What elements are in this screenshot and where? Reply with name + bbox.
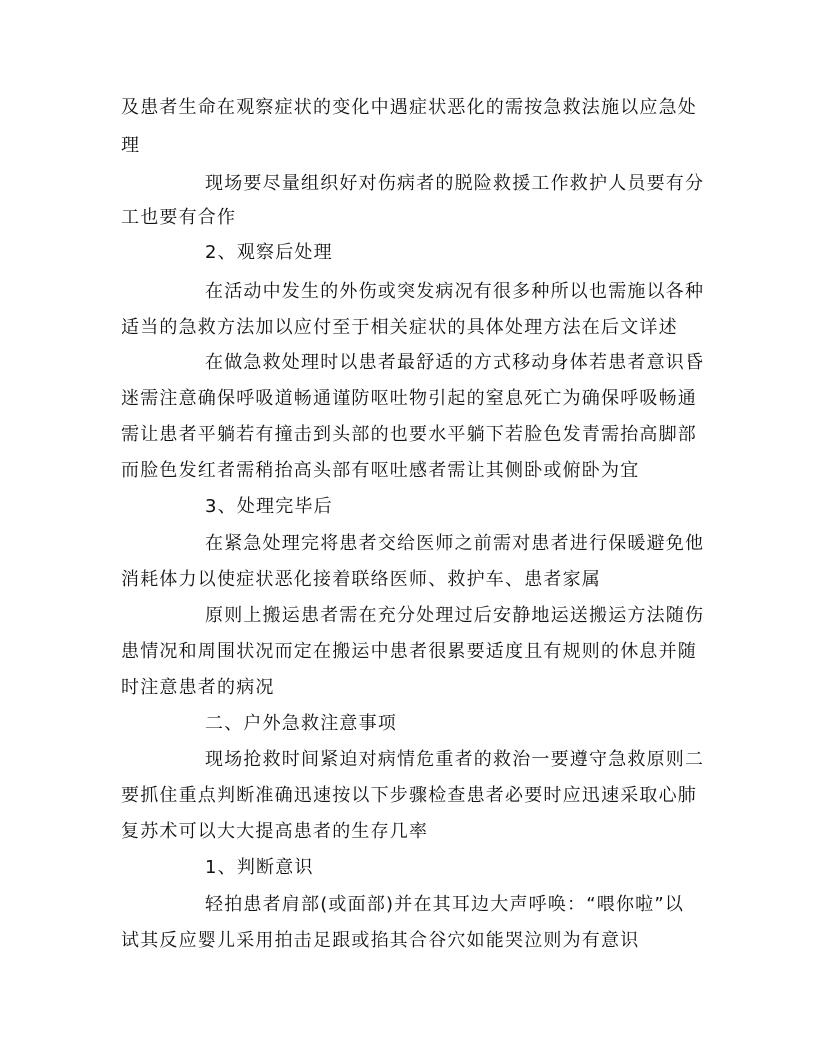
text-line: 迷需注意确保呼吸道畅通谨防呕吐物引起的窒息死亡为确保呼吸畅通 [121, 388, 697, 409]
paragraph-line: 现场抢救时间紧迫对病情危重者的救治一要遵守急救原则二 [205, 749, 705, 770]
text-line: 患情况和周围状况而定在搬运中患者很累要适度且有规则的休息并随 [121, 641, 697, 662]
paragraph-line: 原则上搬运患者需在充分处理过后安静地运送搬运方法随伤 [205, 605, 705, 626]
section-heading: 3、处理完毕后 [205, 496, 333, 517]
paragraph-line: 在活动中发生的外伤或突发病况有很多种所以也需施以各种 [205, 281, 705, 302]
paragraph-line: 现场要尽量组织好对伤病者的脱险救援工作救护人员要有分 [205, 173, 705, 194]
text-line: 要抓住重点判断准确迅速按以下步骤检查患者必要时应迅速采取心肺 [121, 785, 697, 806]
text-line: 工也要有合作 [121, 207, 237, 228]
text-line: 需让患者平躺若有撞击到头部的也要水平躺下若脸色发青需抬高脚部 [121, 424, 697, 445]
paragraph-line: 在紧急处理完将患者交给医师之前需对患者进行保暖避免他 [205, 533, 705, 554]
text-line: 及患者生命在观察症状的变化中遇症状恶化的需按急救法施以应急处 [121, 97, 697, 118]
text-line: 而脸色发红者需稍抬高头部有呕吐感者需让其侧卧或俯卧为宜 [121, 460, 640, 481]
text-line: 时注意患者的病况 [121, 677, 275, 698]
section-heading: 2、观察后处理 [205, 242, 333, 263]
section-heading: 1、判断意识 [205, 857, 314, 878]
section-heading: 二、户外急救注意事项 [205, 713, 397, 734]
paragraph-line: 在做急救处理时以患者最舒适的方式移动身体若患者意识昏 [205, 352, 705, 373]
text-line: 适当的急救方法加以应付至于相关症状的具体处理方法在后文详述 [121, 317, 678, 338]
text-line: 试其反应婴儿采用拍击足跟或掐其合谷穴如能哭泣则为有意识 [121, 930, 640, 951]
text-line: 理 [121, 135, 141, 156]
text-line: 复苏术可以大大提高患者的生存几率 [121, 821, 429, 842]
text-line: 消耗体力以使症状恶化接着联络医师、救护车、患者家属 [121, 569, 601, 590]
paragraph-line: 轻拍患者肩部(或面部)并在其耳边大声呼唤：“喂你啦”以 [205, 894, 685, 915]
